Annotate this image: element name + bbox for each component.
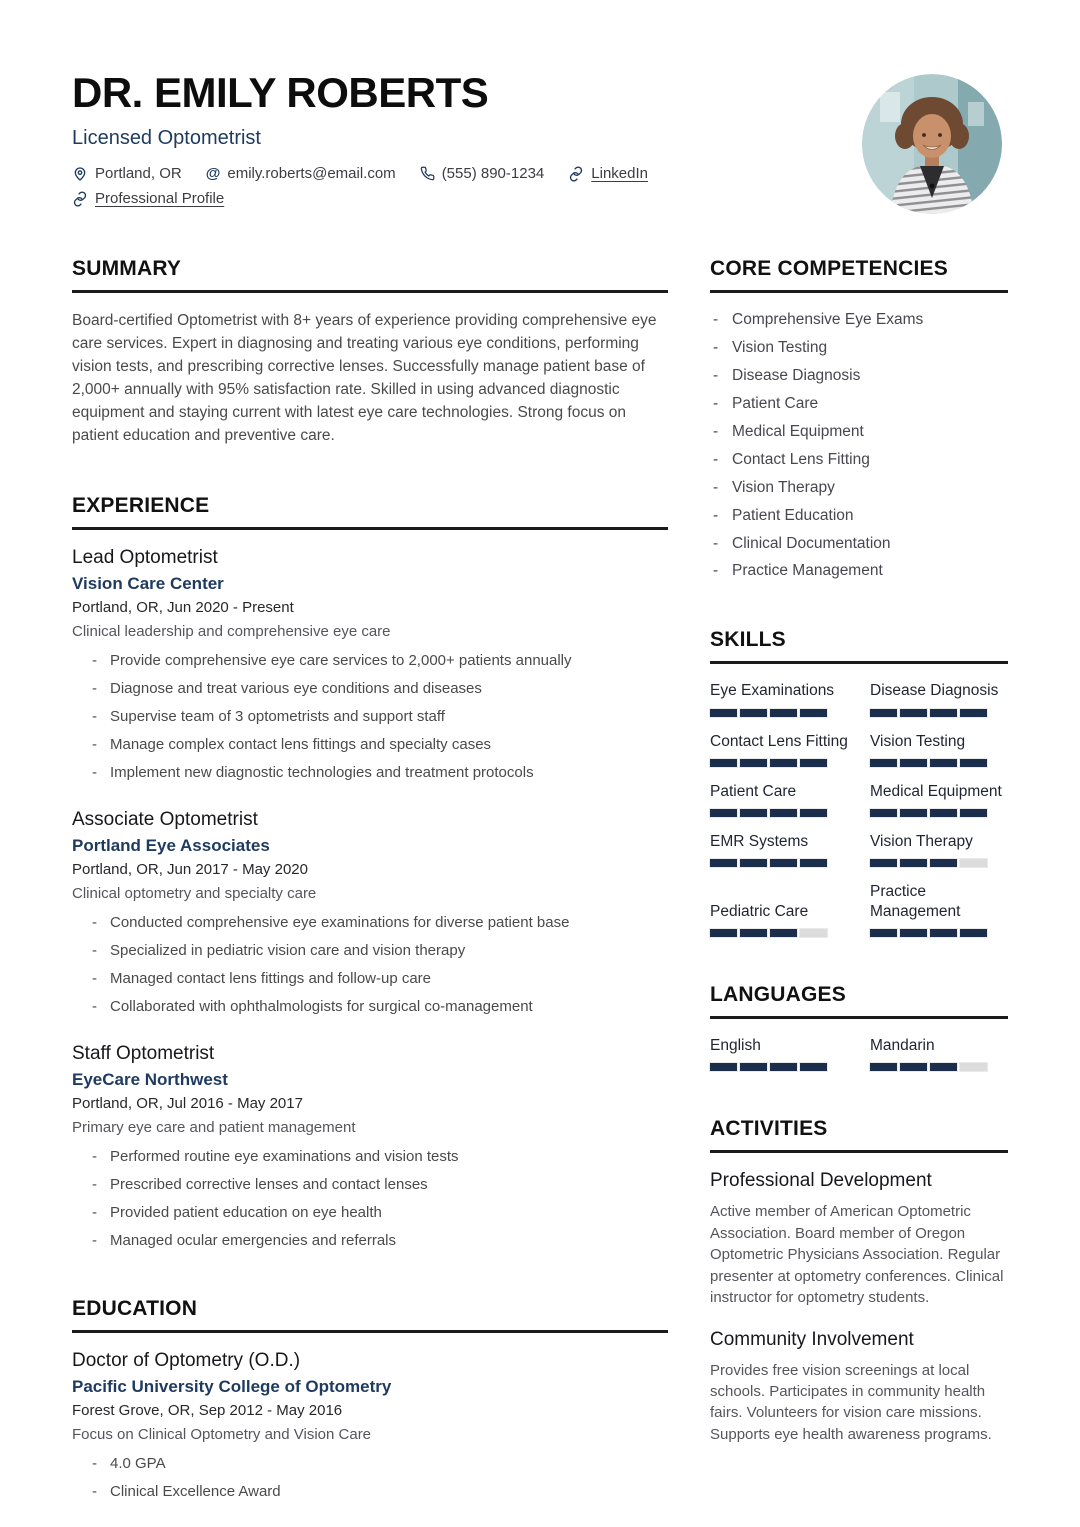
education-heading: EDUCATION <box>72 1297 668 1333</box>
job-title: Lead Optometrist <box>72 546 218 568</box>
job-bullet: - Prescribed corrective lenses and contact lenses <box>72 1174 668 1195</box>
experience-entry <box>72 1043 668 1251</box>
skill-name: EMR Systems <box>710 832 809 850</box>
left-column <box>72 257 668 1509</box>
language-name: Mandarin <box>870 1037 935 1055</box>
skill-level-bar <box>710 859 850 867</box>
professional-profile-link-text: Professional Profile <box>95 190 225 208</box>
language-level-bar <box>870 1063 1008 1071</box>
job-bullet: - Diagnose and treat various eye conditions and diseases <box>72 678 668 699</box>
contact-location <box>72 165 182 182</box>
skill-name: Practice Management <box>870 882 961 921</box>
job-company: Vision Care Center <box>72 573 224 593</box>
job-location-dates: Portland, OR, Jul 2016 - May 2017 <box>72 1094 303 1112</box>
summary-text: Board-certified Optometrist with 8+ years of experience providing comprehensive eye care services. Expert in diagnosing and treating various eye conditions, performing vision tests, and prescribing corrective lenses. Successfully manage patient base of 2,000+ annually with 95% satisfaction rate. Skilled in using advanced diagnostic equipment and staying current with latest eye care technologies. Strong focus on patient education and preventive care. <box>72 312 657 444</box>
skill-level-bar <box>870 809 1008 817</box>
person-name: DR. EMILY ROBERTS <box>72 69 489 116</box>
skill-item <box>870 681 1008 716</box>
activities-section <box>710 1117 1008 1445</box>
skill-level-bar <box>870 759 1008 767</box>
education-section <box>72 1297 668 1502</box>
language-name: English <box>710 1037 761 1055</box>
activity-block <box>710 1170 1008 1308</box>
skill-name: Medical Equipment <box>870 782 1002 800</box>
skill-item <box>870 882 1008 937</box>
school-name: Pacific University College of Optometry <box>72 1376 392 1396</box>
right-column <box>710 257 1008 1509</box>
contact-location-text: Portland, OR <box>95 165 182 183</box>
skill-name: Vision Therapy <box>870 832 973 850</box>
contact-row <box>72 165 712 207</box>
skill-name: Disease Diagnosis <box>870 682 999 700</box>
competency-item: - Medical Equipment <box>710 422 1008 443</box>
experience-section <box>72 494 668 1251</box>
job-location-dates: Portland, OR, Jun 2020 - Present <box>72 598 294 616</box>
activity-title: Community Involvement <box>710 1328 914 1350</box>
location-pin-icon <box>72 166 88 182</box>
skill-level-bar <box>710 709 850 717</box>
person-title: Licensed Optometrist <box>72 127 261 150</box>
skill-item <box>710 782 850 817</box>
job-summary: Clinical leadership and comprehensive eye care <box>72 622 391 640</box>
competency-item: - Patient Care <box>710 394 1008 415</box>
skills-grid <box>710 681 1008 937</box>
experience-heading: EXPERIENCE <box>72 494 668 530</box>
job-bullets <box>72 1146 668 1251</box>
education-bullet: - Clinical Excellence Award <box>72 1481 668 1502</box>
activity-text: Provides free vision screenings at local schools. Participates in community health fairs. Volunteers for vision care missions. Supports eye health awareness programs. <box>710 1361 992 1443</box>
skill-level-bar <box>870 859 1008 867</box>
activities-heading: ACTIVITIES <box>710 1117 1008 1153</box>
contact-phone-text: (555) 890-1234 <box>441 165 545 183</box>
skills-heading: SKILLS <box>710 628 1008 664</box>
core-competencies-heading: CORE COMPETENCIES <box>710 257 1008 293</box>
competency-item: - Clinical Documentation <box>710 534 1008 555</box>
skill-item <box>710 732 850 767</box>
skill-item <box>710 681 850 716</box>
competency-item: - Vision Therapy <box>710 478 1008 499</box>
job-bullet: - Managed contact lens fittings and follow-up care <box>72 968 668 989</box>
summary-heading: SUMMARY <box>72 257 668 293</box>
job-bullet: - Provided patient education on eye health <box>72 1202 668 1223</box>
activity-block <box>710 1329 1008 1446</box>
job-bullet: - Implement new diagnostic technologies and treatment protocols <box>72 762 668 783</box>
experience-entry <box>72 809 668 1017</box>
job-company: Portland Eye Associates <box>72 835 270 855</box>
job-title: Associate Optometrist <box>72 808 258 830</box>
profile-photo <box>862 74 1002 214</box>
skill-level-bar <box>710 929 850 937</box>
competency-item: - Disease Diagnosis <box>710 366 1008 387</box>
activity-text: Active member of American Optometric Association. Board member of Oregon Optometric Physicians Association. Regular presenter at optometry conferences. Clinical instructor for optometry students. <box>710 1203 1004 1307</box>
job-bullet: - Provide comprehensive eye care services to 2,000+ patients annually <box>72 650 668 671</box>
languages-section <box>710 983 1008 1071</box>
experience-entry <box>72 547 668 783</box>
education-location-dates: Forest Grove, OR, Sep 2012 - May 2016 <box>72 1401 343 1419</box>
linkedin-link[interactable] <box>568 165 648 182</box>
competency-item: - Comprehensive Eye Exams <box>710 310 1008 331</box>
skill-name: Patient Care <box>710 782 797 800</box>
job-location-dates: Portland, OR, Jun 2017 - May 2020 <box>72 860 308 878</box>
competency-item: - Practice Management <box>710 561 1008 582</box>
skill-name: Pediatric Care <box>710 903 809 921</box>
contact-email <box>206 165 396 182</box>
job-bullet: - Conducted comprehensive eye examinations for diverse patient base <box>72 912 668 933</box>
skill-item <box>870 782 1008 817</box>
job-bullet: - Collaborated with ophthalmologists for surgical co-management <box>72 996 668 1017</box>
competency-item: - Patient Education <box>710 506 1008 527</box>
link-icon <box>568 166 584 182</box>
degree-title: Doctor of Optometry (O.D.) <box>72 1349 301 1371</box>
skill-item <box>870 732 1008 767</box>
summary-section <box>72 257 668 448</box>
job-bullet: - Specialized in pediatric vision care and vision therapy <box>72 940 668 961</box>
job-bullet: - Managed ocular emergencies and referrals <box>72 1230 668 1251</box>
job-title: Staff Optometrist <box>72 1042 215 1064</box>
at-icon: @ <box>205 165 221 183</box>
languages-grid <box>710 1036 1008 1071</box>
skill-name: Contact Lens Fitting <box>710 732 848 750</box>
skill-level-bar <box>710 809 850 817</box>
education-bullets <box>72 1453 668 1502</box>
job-company: EyeCare Northwest <box>72 1069 228 1089</box>
skill-name: Vision Testing <box>870 732 966 750</box>
profile-photo-illustration <box>862 74 1002 214</box>
education-summary: Focus on Clinical Optometry and Vision Care <box>72 1425 372 1443</box>
language-level-bar <box>710 1063 850 1071</box>
competency-list <box>710 310 1008 582</box>
skill-item <box>710 832 850 867</box>
professional-profile-link[interactable] <box>72 190 224 207</box>
core-competencies-section <box>710 257 1008 582</box>
language-item <box>710 1036 850 1071</box>
contact-phone <box>420 165 545 182</box>
job-bullet: - Supervise team of 3 optometrists and support staff <box>72 706 668 727</box>
skill-item <box>710 902 850 937</box>
job-bullets <box>72 650 668 783</box>
language-item <box>870 1036 1008 1071</box>
skill-name: Eye Examinations <box>710 682 835 700</box>
job-summary: Clinical optometry and specialty care <box>72 884 317 902</box>
activity-title: Professional Development <box>710 1170 932 1192</box>
education-bullet: - 4.0 GPA <box>72 1453 668 1474</box>
contact-email-text: emily.roberts@email.com <box>227 165 396 183</box>
languages-heading: LANGUAGES <box>710 983 1008 1019</box>
job-bullet: - Manage complex contact lens fittings and specialty cases <box>72 734 668 755</box>
job-bullets <box>72 912 668 1017</box>
main-columns <box>72 257 1008 1509</box>
job-bullet: - Performed routine eye examinations and vision tests <box>72 1146 668 1167</box>
job-summary: Primary eye care and patient management <box>72 1118 356 1136</box>
competency-item: - Vision Testing <box>710 338 1008 359</box>
skill-level-bar <box>710 759 850 767</box>
header <box>72 70 1008 207</box>
skill-item <box>870 832 1008 867</box>
education-entry <box>72 1350 668 1502</box>
skill-level-bar <box>870 929 1008 937</box>
phone-icon <box>420 166 435 181</box>
skills-section <box>710 628 1008 937</box>
linkedin-link-text: LinkedIn <box>591 165 648 183</box>
competency-item: - Contact Lens Fitting <box>710 450 1008 471</box>
skill-level-bar <box>870 709 1008 717</box>
link-icon <box>72 191 88 207</box>
